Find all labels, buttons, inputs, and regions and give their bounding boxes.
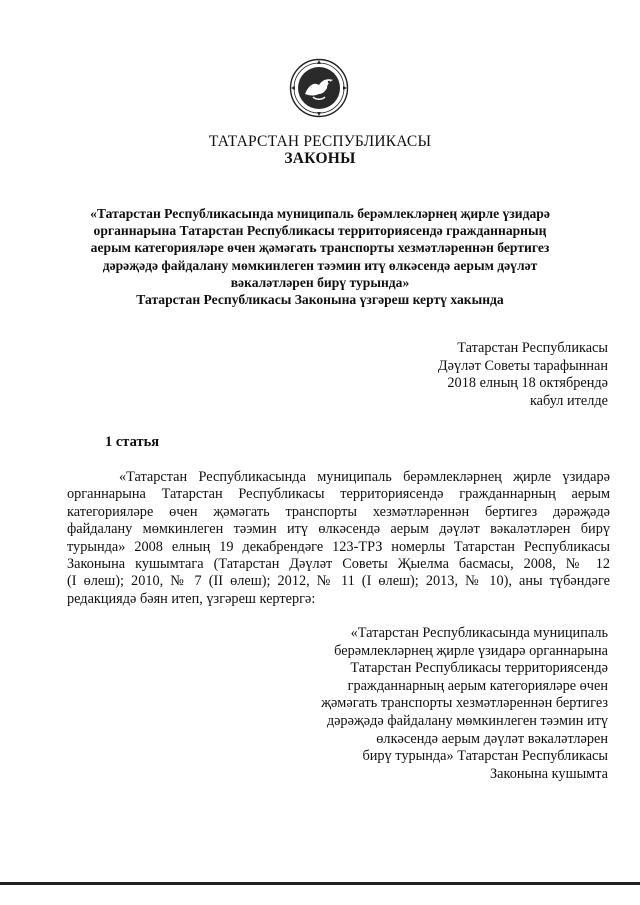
article-heading: 1 статья xyxy=(105,434,160,450)
article-paragraph xyxy=(67,469,610,608)
paragraph-line: файдалану мөмкинлеген тәэмин итү өлкәсендә аерым дәүләт вәкаләтләрен бирү xyxy=(67,521,610,538)
document-type: ЗАКОНЫ xyxy=(284,150,356,167)
quote-line: җәмәгать транспорты хезмәтләреннән бертигез xyxy=(321,695,608,712)
paragraph-line: Законына кушымтага (Татарстан Дәүләт Советы Җыелма басмасы, 2008, № 12 xyxy=(67,555,610,572)
paragraph-line: «Татарстан Республикасында муниципаль берәмлекләрнең җирле үзидарә xyxy=(119,469,610,485)
law-title-line: Татарстан Республикасы Законына үзгәреш кертү хакында xyxy=(136,292,504,308)
quote-line: «Татарстан Республикасында муниципаль xyxy=(350,625,608,641)
law-title-line: вәкаләтләрен бирү турында» xyxy=(230,274,410,290)
quote-line: гражданнарның аерым категорияләре өчен xyxy=(347,677,608,694)
paragraph-line: турында» 2008 елның 19 декабрендәге 123-ТРЗ номерлы Татарстан Республикасы xyxy=(67,538,610,555)
tatarstan-coat-of-arms-icon xyxy=(289,58,349,118)
republic-name: ТАТАРСТАН РЕСПУБЛИКАСЫ xyxy=(208,133,432,150)
quote-line: Татарстан Республикасы территориясендә xyxy=(350,660,608,677)
quote-line: өлкәсендә аерым дәүләт вәкаләтләрен xyxy=(376,730,608,747)
adoption-line: кабул ителде xyxy=(529,392,608,409)
appendix-title-quote xyxy=(278,625,608,783)
law-title xyxy=(78,205,562,308)
quote-line: берәмлекләрнең җирле үзидарә органнарына xyxy=(334,642,608,659)
scan-edge-divider xyxy=(0,882,640,885)
paragraph-line: категорияләре өчен җәмәгать транспорты хезмәтләреннән бертигез дәрәҗәдә xyxy=(67,503,610,520)
quote-line: дәрәҗәдә файдалану мөмкинлеген тәэмин итү xyxy=(326,712,608,729)
law-title-line: дәрәҗәдә файдалану мөмкинлеген тәэмин итү өлкәсендә аерым дәүләт xyxy=(102,257,538,273)
adoption-line: Татарстан Республикасы xyxy=(457,340,608,356)
paragraph-line: органнарына Татарстан Республикасы территориясендә гражданнарның аерым xyxy=(67,486,610,503)
adoption-line: 2018 елның 18 октябрендә xyxy=(447,375,608,391)
paragraph-line: редакциядә бәян итеп, үзгәреш кертергә: xyxy=(67,590,316,607)
quote-line: Законына кушымта xyxy=(489,765,608,782)
law-title-line: аерым категорияләре өчен җәмәгать транспорты хезмәтләреннән бертигез xyxy=(90,240,550,256)
adoption-line: Дәүләт Советы тарафыннан xyxy=(437,357,608,374)
law-title-line: «Татарстан Республикасында муниципаль берәмлекләрнең җирле үзидарә xyxy=(90,206,550,221)
paragraph-line: (I өлеш); 2010, № 7 (II өлеш); 2012, № 11 (I өлеш); 2013, № 10), аны түбәндәге xyxy=(67,573,610,590)
quote-line: бирү турында» Татарстан Республикасы xyxy=(362,748,608,765)
adoption-note xyxy=(348,340,608,410)
law-title-line: органнарына Татарстан Республикасы территориясендә гражданнарның xyxy=(93,223,547,239)
